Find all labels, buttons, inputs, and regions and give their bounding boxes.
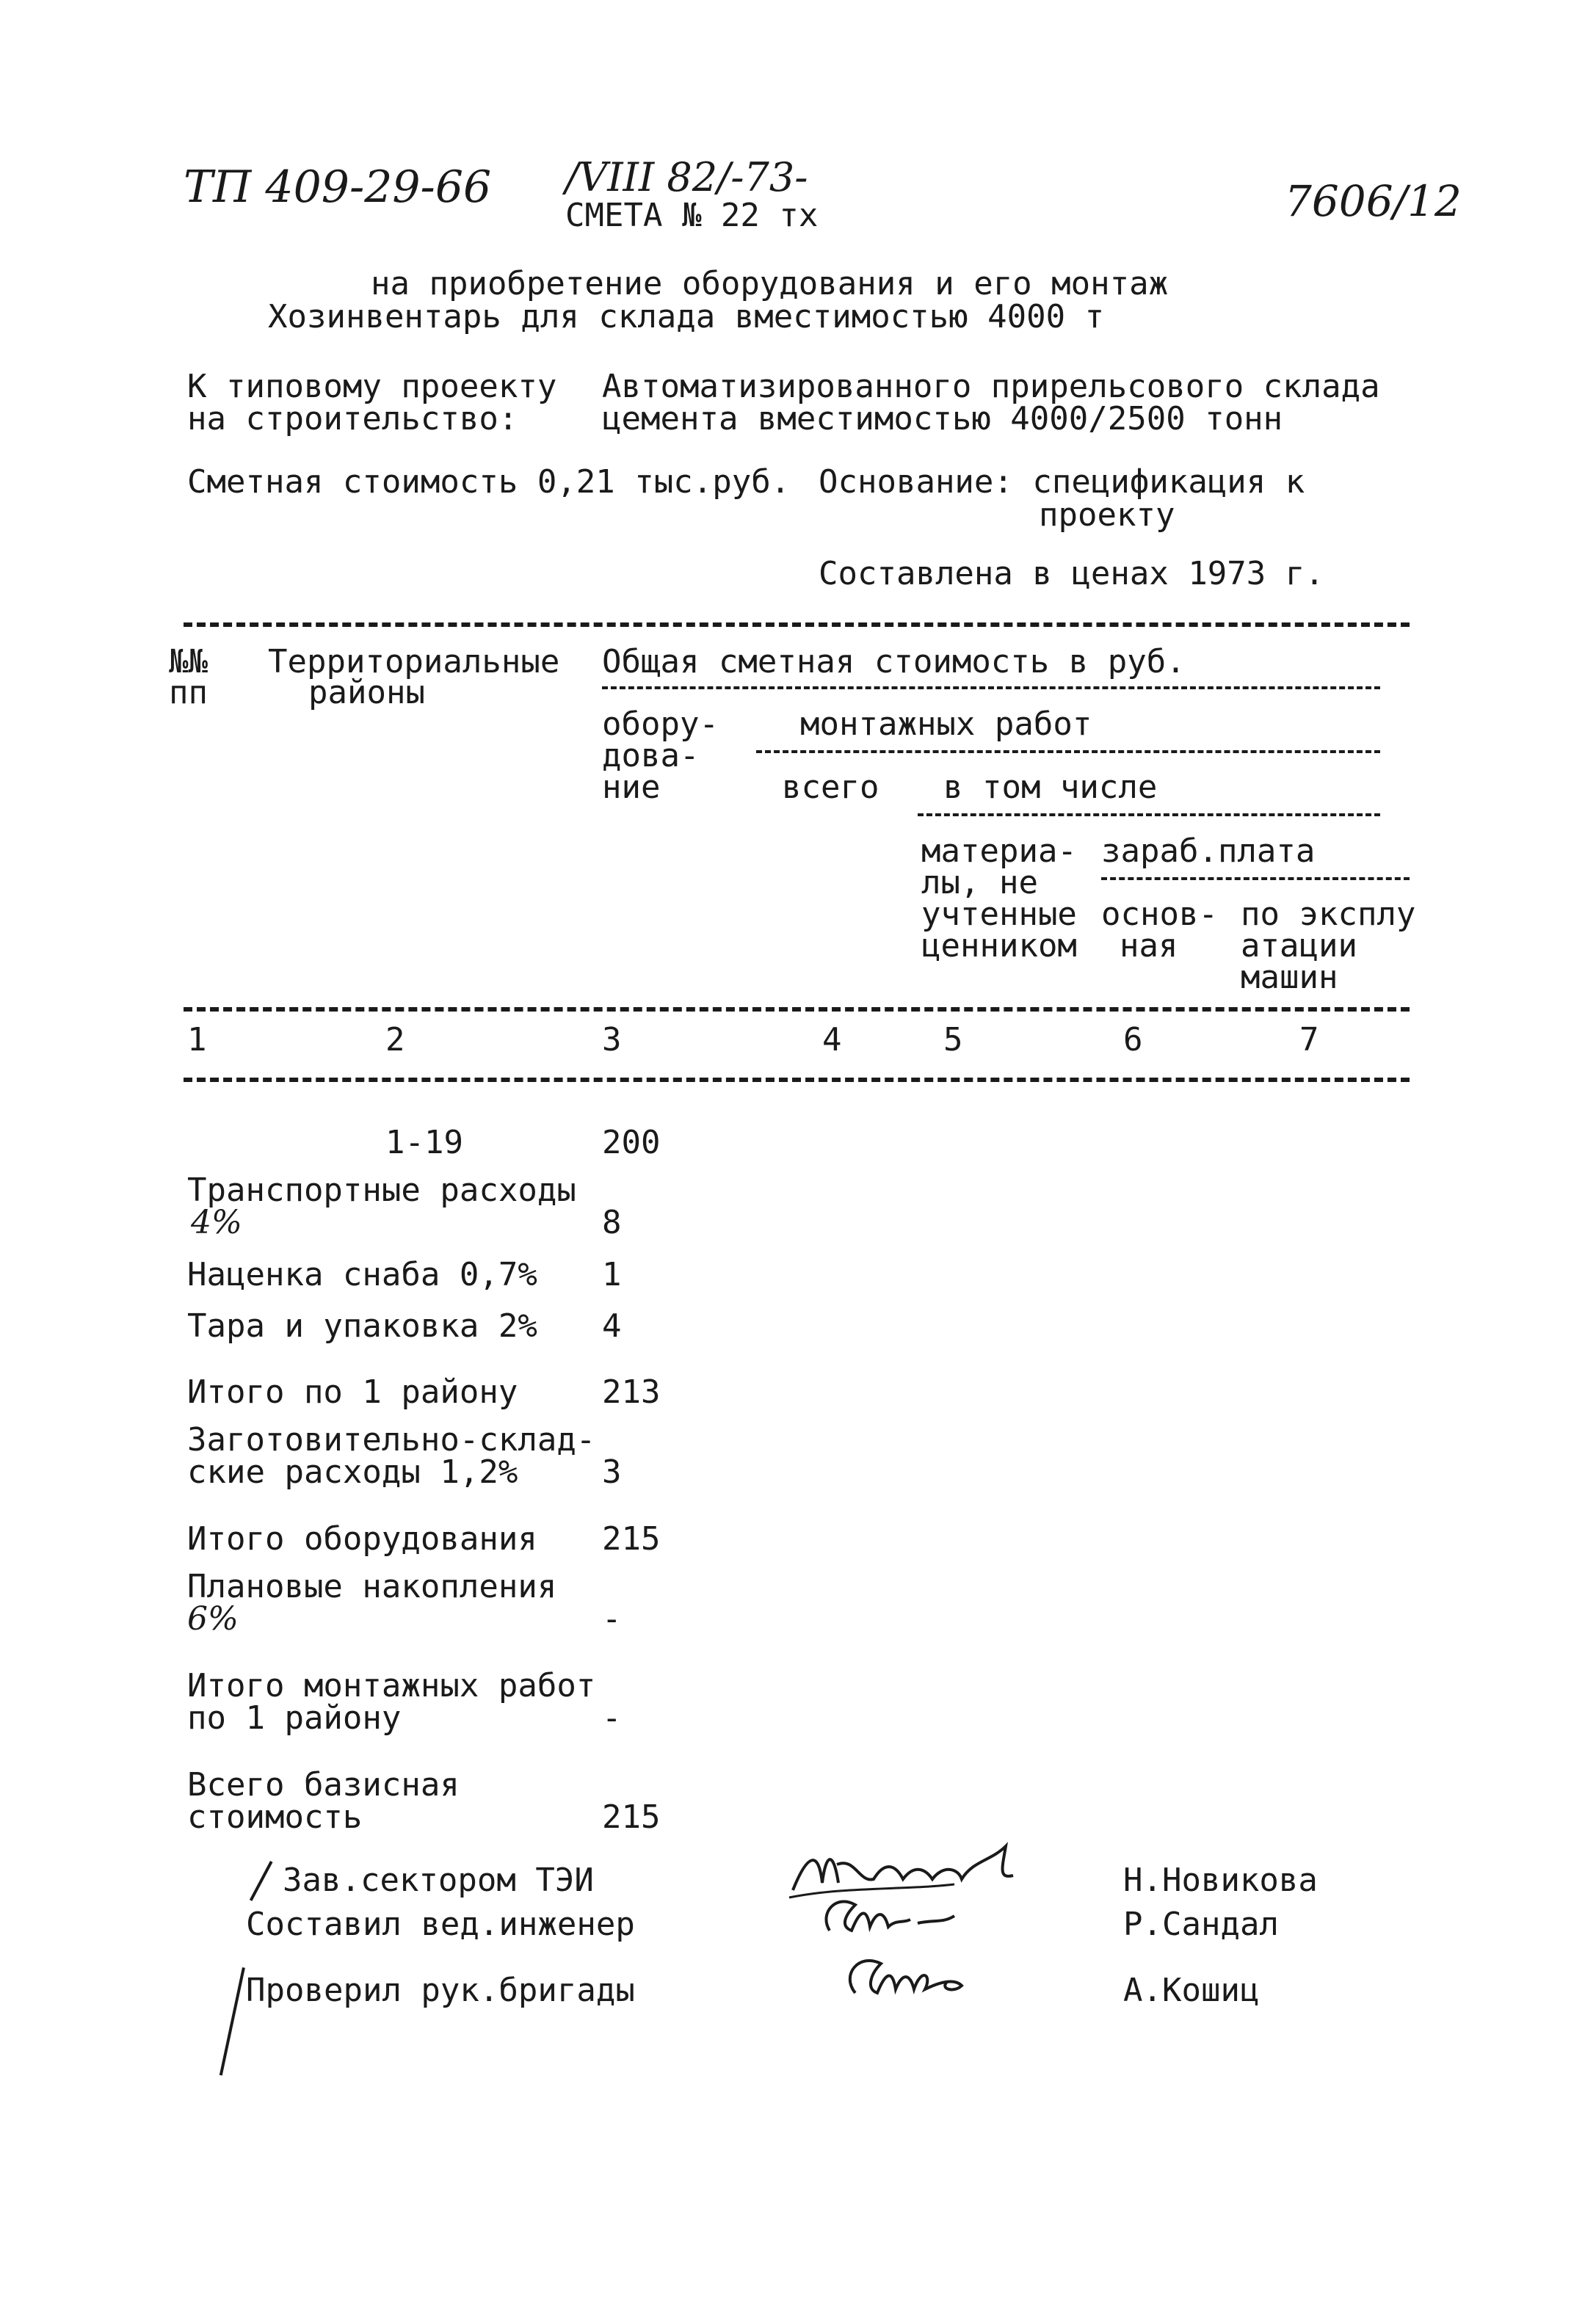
col-machines-label-2: атации: [1241, 927, 1357, 965]
transport-percent: 4%: [191, 1204, 242, 1241]
signature-3: [837, 1945, 984, 2004]
col-number-label-2: пп: [169, 674, 208, 711]
table-numbers-rule: [184, 1078, 1410, 1082]
col-base-wage-label-2: ная: [1120, 927, 1178, 965]
transport-label: Транспортные расходы: [187, 1172, 576, 1209]
col-materials-label-2: лы, не: [921, 864, 1038, 901]
project-ref-label-1: К типовому проеекту: [187, 368, 557, 405]
base-cost-value: 215: [602, 1798, 661, 1836]
equipment-total-label: Итого оборудования: [187, 1520, 537, 1558]
estimated-cost: Сметная стоимость 0,21 тыс.руб.: [187, 463, 791, 501]
signer-role-3: Проверил рук.бригады: [246, 1972, 635, 2009]
rule-including: [918, 813, 1380, 816]
base-cost-label-2: стоимость: [187, 1798, 363, 1836]
series-code: /VIII 82/-73-: [565, 154, 808, 200]
install-total-label: Итого монтажных работ: [187, 1667, 596, 1704]
savings-label: Плановые накопления: [187, 1568, 557, 1605]
col-number-4: 4: [822, 1021, 842, 1059]
region-range: 1-19: [385, 1124, 463, 1161]
signer-name-2: Р.Сандал: [1123, 1906, 1279, 1943]
base-cost-label: Всего базисная: [187, 1766, 460, 1804]
subtotal-label: Итого по 1 району: [187, 1373, 518, 1411]
signature-2: [815, 1890, 962, 1942]
signer-role-1: Зав.сектором ТЭИ: [283, 1862, 594, 1899]
storage-label: Заготовительно-склад-: [187, 1421, 596, 1459]
col-machines-label: по эксплу: [1241, 896, 1416, 933]
col-including-label: в том числе: [943, 769, 1158, 806]
margin-stroke-2: [220, 1967, 245, 2076]
col-group-label: Общая сметная стоимость в руб.: [602, 643, 1186, 680]
markup-label: Наценка снаба 0,7%: [187, 1256, 537, 1293]
basis-line-2: проекту: [1039, 496, 1175, 534]
project-ref-value-1: Автоматизированного прирельсового склада: [602, 368, 1380, 405]
install-total-label-2: по 1 району: [187, 1699, 402, 1737]
table-top-rule: [184, 622, 1410, 627]
col-installation-label: монтажных работ: [800, 705, 1092, 743]
col-base-wage-label: основ-: [1101, 896, 1218, 933]
col-wages-label: зараб.плата: [1101, 832, 1316, 870]
region-value: 200: [602, 1124, 661, 1161]
estimate-title: СМЕТА № 22 тх: [565, 197, 819, 234]
archive-number: 7606/12: [1285, 176, 1462, 226]
savings-percent: 6%: [187, 1600, 239, 1638]
title-line-1: на приобретение оборудования и его монтаж: [371, 265, 1169, 302]
col-number-2: 2: [385, 1021, 405, 1059]
col-number-6: 6: [1123, 1021, 1143, 1059]
basis-line-1: Основание: спецификация к: [819, 463, 1305, 501]
signer-name-3: А.Кошиц: [1123, 1972, 1260, 2009]
col-equipment-label-2: дова-: [602, 737, 700, 774]
col-number-7: 7: [1299, 1021, 1319, 1059]
col-materials-label: материа-: [921, 832, 1077, 870]
rule-group: [602, 686, 1380, 689]
col-equipment-label-3: ние: [602, 769, 661, 806]
col-number-1: 1: [187, 1021, 207, 1059]
rule-wages: [1101, 877, 1410, 880]
title-line-2: Хозинвентарь для склада вместимостью 4000 т: [268, 298, 1105, 335]
col-machines-label-3: машин: [1241, 959, 1338, 996]
savings-value: -: [602, 1600, 622, 1638]
equipment-total-value: 215: [602, 1520, 661, 1558]
install-total-value: -: [602, 1699, 622, 1737]
col-materials-label-4: ценником: [921, 927, 1077, 965]
packaging-label: Тара и упаковка 2%: [187, 1307, 537, 1345]
project-ref-label-2: на строительство:: [187, 400, 518, 437]
col-total-label: всего: [782, 769, 879, 806]
col-regions-label-2: районы: [308, 674, 425, 711]
storage-label-2: ские расходы 1,2%: [187, 1453, 518, 1491]
project-ref-value-2: цемента вместимостью 4000/2500 тонн: [602, 400, 1283, 437]
project-code: ТП 409-29-66: [184, 161, 492, 213]
subtotal-value: 213: [602, 1373, 661, 1411]
margin-stroke-1: [250, 1861, 273, 1901]
col-number-label: №№: [169, 643, 208, 680]
storage-value: 3: [602, 1453, 622, 1491]
signer-role-2: Составил вед.инженер: [246, 1906, 635, 1943]
col-number-5: 5: [943, 1021, 963, 1059]
col-equipment-label: обору-: [602, 705, 719, 743]
col-regions-label: Территориальные: [268, 643, 560, 680]
col-materials-label-3: учтенные: [921, 896, 1077, 933]
markup-value: 1: [602, 1256, 622, 1293]
rule-installation: [756, 750, 1380, 753]
transport-value: 8: [602, 1204, 622, 1241]
signer-name-1: Н.Новикова: [1123, 1862, 1318, 1899]
col-number-3: 3: [602, 1021, 622, 1059]
table-header-rule: [184, 1007, 1410, 1012]
price-year: Составлена в ценах 1973 г.: [819, 555, 1324, 592]
packaging-value: 4: [602, 1307, 622, 1345]
